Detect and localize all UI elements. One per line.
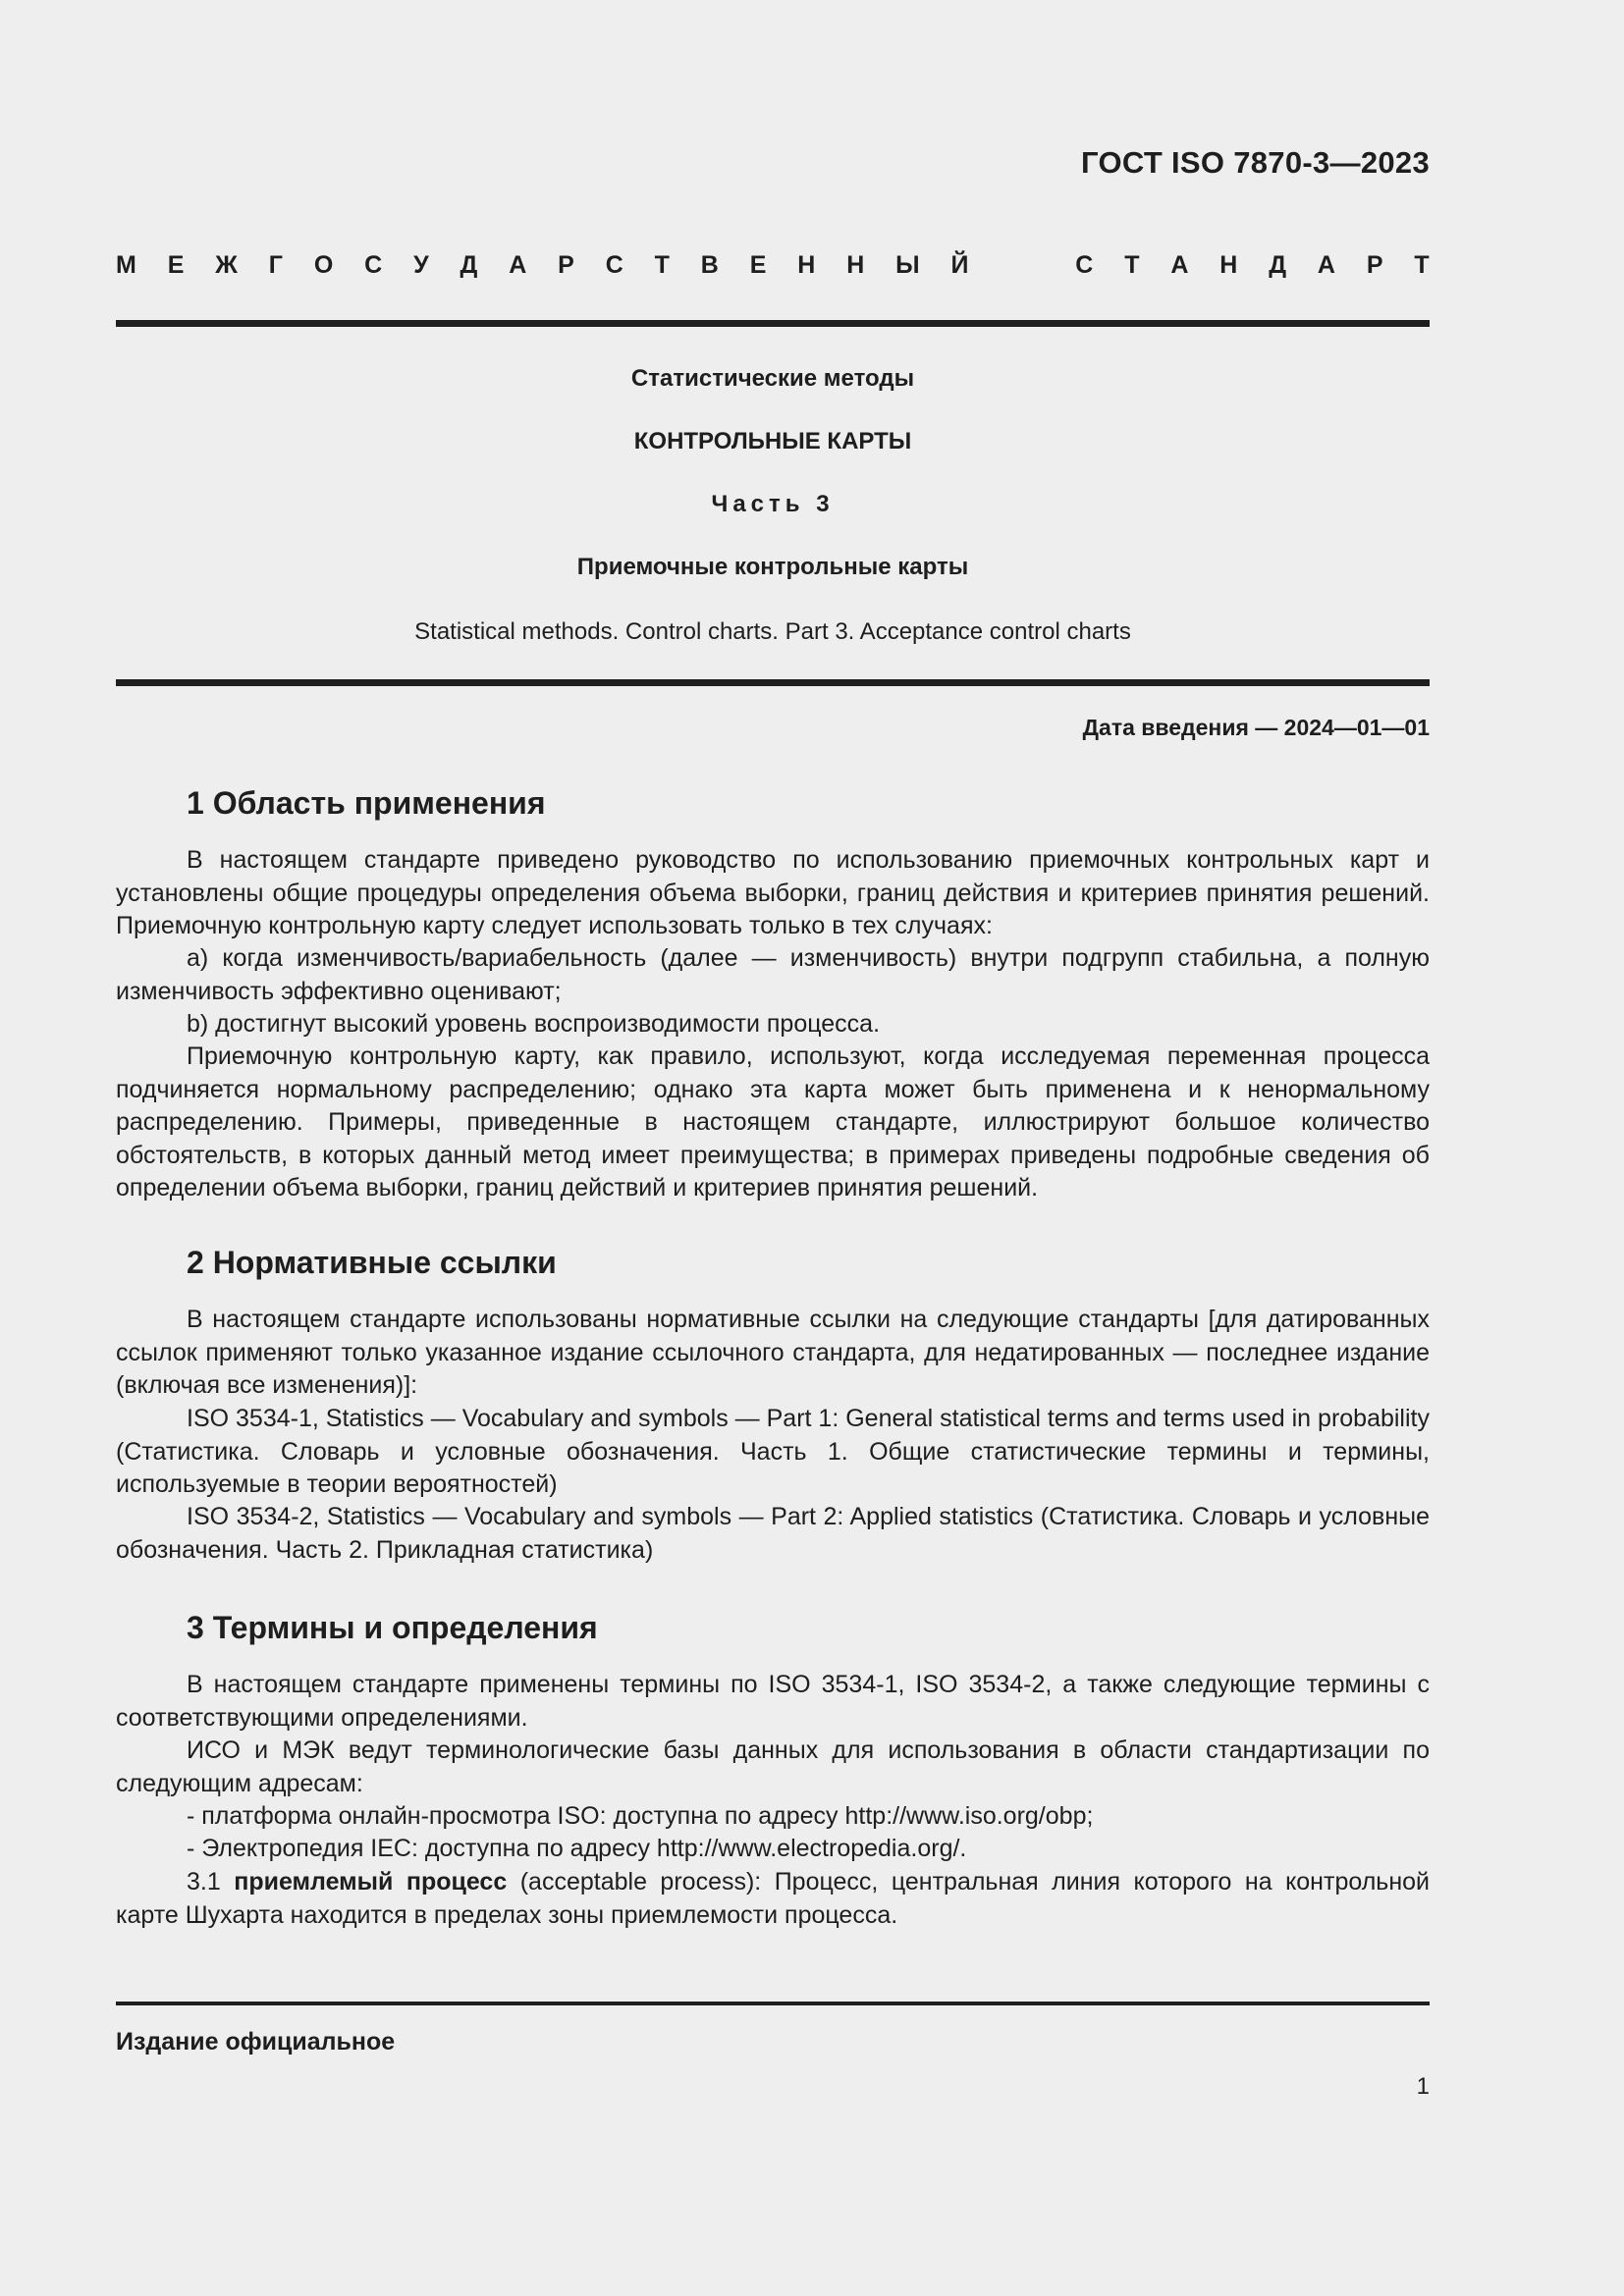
part-label: Часть 3: [711, 491, 835, 517]
official-edition-label: Издание официальное: [116, 2028, 396, 2056]
section-heading-scope: 1 Область применения: [187, 785, 546, 821]
term-number: 3.1: [187, 1868, 221, 1896]
standard-code: ГОСТ ISO 7870-3—2023: [1081, 145, 1430, 180]
subtitle: Приемочные контрольные карты: [576, 554, 969, 580]
heading-letter: Т: [1414, 251, 1430, 279]
references-paragraph: В настоящем стандарте использованы нормативные ссылки на следующие стандарты [для датированных ссылок применяют только указанное издание ссылочного стандарта, для недатированных — последнее издание (включая все изменения)]:: [116, 1306, 1430, 1399]
scope-item-b: b) достигнут высокий уровень воспроизводимости процесса.: [187, 1010, 881, 1038]
heading-letter: У: [413, 251, 429, 279]
main-title: КОНТРОЛЬНЫЕ КАРТЫ: [633, 428, 912, 454]
heading-letter: О: [313, 251, 334, 279]
heading-letter: Ж: [215, 251, 238, 279]
section-heading-normative-references: 2 Нормативные ссылки: [187, 1245, 557, 1280]
term-definition-text: (acceptable process): Процесс, центральная линия которого на контрольной карте Шухарта находится в пределах зоны приемлемости процесса.: [116, 1868, 1430, 1929]
page-number: 1: [1416, 2073, 1430, 2100]
english-title: Statistical methods. Control charts. Part 3. Acceptance control charts: [414, 618, 1131, 645]
title-bottom-rule: [116, 679, 1430, 686]
heading-letter: С: [1075, 251, 1094, 279]
introduction-date: Дата введения — 2024—01—01: [1082, 715, 1430, 740]
heading-letter: Н: [797, 251, 816, 279]
heading-letter: Т: [1124, 251, 1140, 279]
heading-letter: М: [116, 251, 136, 279]
scope-paragraph: В настоящем стандарте приведено руководство по использованию приемочных контрольных карт и установлены общие процедуры определения объема выборки, границ действия и критериев принятия решений. Приемочную контрольную карту следует использовать только в тех случаях:: [116, 846, 1430, 939]
terms-paragraph: В настоящем стандарте применены термины по ISO 3534-1, ISO 3534-2, а также следующие термины с соответствующими определениями.: [116, 1671, 1430, 1732]
document-page: [116, 0, 1430, 2296]
heading-letter: А: [1317, 251, 1335, 279]
heading-letter: А: [509, 251, 527, 279]
heading-letter: А: [1170, 251, 1189, 279]
footer-rule: [116, 2002, 1430, 2005]
reference-iso-3534-1: ISO 3534-1, Statistics — Vocabulary and symbols — Part 1: General statistical terms and terms used in probability (Статистика. Словарь и условные обозначения. Часть 1. Общие статистические термины и термины, используемые в теории вероятностей): [116, 1405, 1430, 1498]
heading-letter: Д: [1269, 251, 1287, 279]
scope-paragraph: Приемочную контрольную карту, как правило, используют, когда исследуемая переменная процесса подчиняется нормальному распределению; однако эта карта может быть применена и к ненормальному распределению. Примеры, приведенные в настоящем стандарте, иллюстрируют большое количество обстоятельств, в которых данный метод имеет преимущества; в примерах приведены подробные сведения об определении объема выборки, границ действий и критериев принятия решений.: [116, 1042, 1430, 1201]
heading-letter: Е: [749, 251, 767, 279]
terms-list-item: - платформа онлайн-просмотра ISO: доступна по адресу http://www.iso.org/obp;: [187, 1802, 1094, 1830]
heading-letter: Н: [1219, 251, 1238, 279]
reference-iso-3534-2: ISO 3534-2, Statistics — Vocabulary and symbols — Part 2: Applied statistics (Статистика. Словарь и условные обозначения. Часть 2. Прикладная статистика): [116, 1503, 1430, 1564]
heading-letter: Н: [846, 251, 865, 279]
term-name: приемлемый процесс: [234, 1868, 508, 1896]
heading-letter: Г: [268, 251, 283, 279]
heading-letter: Й: [950, 251, 969, 279]
heading-letter: Ы: [895, 251, 920, 279]
scope-item-a: a) когда изменчивость/вариабельность (далее — изменчивость) внутри подгрупп стабильна, а полную изменчивость эффективно оценивают;: [116, 944, 1430, 1005]
title-group: Статистические методы: [630, 365, 915, 392]
section-heading-terms: 3 Термины и определения: [187, 1610, 598, 1645]
title-top-rule: [116, 320, 1430, 327]
heading-letter: В: [700, 251, 719, 279]
heading-letter: Е: [167, 251, 185, 279]
heading-letter: Р: [558, 251, 574, 279]
heading-letter: Т: [654, 251, 670, 279]
heading-letter: Р: [1366, 251, 1383, 279]
terms-paragraph: ИСО и МЭК ведут терминологические базы данных для использования в области стандартизации по следующим адресам:: [116, 1736, 1430, 1797]
heading-letter: С: [364, 251, 383, 279]
interstate-standard-heading: [116, 251, 1430, 280]
terms-list-item: - Электропедия IEC: доступна по адресу http://www.electropedia.org/.: [187, 1835, 967, 1862]
heading-letter: Д: [460, 251, 478, 279]
term-definition: [116, 1866, 1430, 1932]
word-gap: [1000, 251, 1044, 280]
heading-letter: С: [605, 251, 623, 279]
